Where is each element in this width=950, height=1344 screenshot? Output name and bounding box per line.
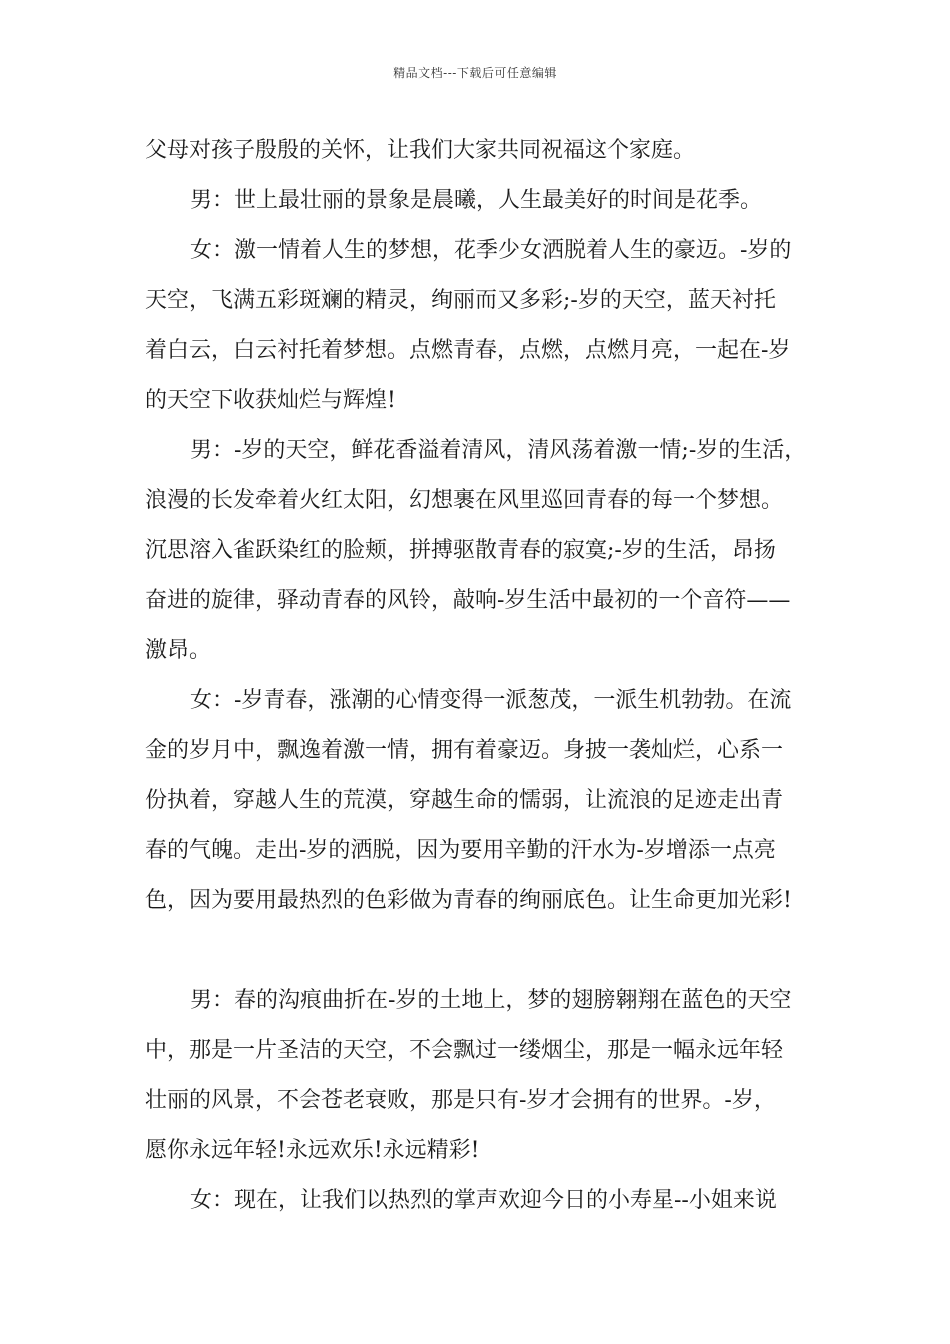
page-header: 精品文档---下载后可任意编辑	[393, 66, 557, 80]
text-line: 男：-岁的天空，鲜花香溢着清风，清风荡着激一情;-岁的生活，	[190, 438, 807, 463]
text-line: 的天空下收获灿烂与辉煌!	[145, 388, 396, 413]
text-line: 愿你永远年轻!永远欢乐!永远精彩!	[145, 1138, 480, 1163]
text-line: 天空，飞满五彩斑斓的精灵，绚丽而又多彩;-岁的天空，蓝天衬托	[145, 288, 776, 313]
text-line: 沉思溶入雀跃染红的脸颊，拼搏驱散青春的寂寞;-岁的生活，昂扬	[145, 538, 776, 563]
text-line: 女：-岁青春，涨潮的心情变得一派葱茂，一派生机勃勃。在流	[190, 688, 792, 713]
text-line: 中，那是一片圣洁的天空，不会飘过一缕烟尘，那是一幅永远年轻	[145, 1038, 784, 1063]
text-line: 份执着，穿越人生的荒漠，穿越生命的懦弱，让流浪的足迹走出青	[145, 788, 784, 813]
text-line: 色，因为要用最热烈的色彩做为青春的绚丽底色。让生命更加光彩!	[145, 888, 792, 913]
text-line: 奋进的旋律，驿动青春的风铃，敲响-岁生活中最初的一个音符——	[145, 588, 791, 613]
text-line: 男：世上最壮丽的景象是晨曦，人生最美好的时间是花季。	[190, 188, 763, 213]
text-line: 男：春的沟痕曲折在-岁的土地上，梦的翅膀翱翔在蓝色的天空	[190, 988, 792, 1013]
text-line: 壮丽的风景，不会苍老衰败，那是只有-岁才会拥有的世界。-岁，	[145, 1088, 776, 1113]
text-line: 金的岁月中，飘逸着激一情，拥有着豪迈。身披一袭灿烂，心系一	[145, 738, 784, 763]
text-line: 浪漫的长发牵着火红太阳，幻想裹在风里巡回青春的每一个梦想。	[145, 488, 784, 513]
text-line: 父母对孩子殷殷的关怀，让我们大家共同祝福这个家庭。	[145, 138, 696, 163]
text-line: 女：现在，让我们以热烈的掌声欢迎今日的小寿星--小姐来说	[190, 1188, 777, 1213]
text-line: 着白云，白云衬托着梦想。点燃青春，点燃，点燃月亮，一起在-岁	[145, 338, 791, 363]
text-line: 女：激一情着人生的梦想，花季少女洒脱着人生的豪迈。-岁的	[190, 238, 792, 263]
text-line: 激昂。	[145, 638, 212, 663]
text-line: 春的气魄。走出-岁的洒脱，因为要用辛勤的汗水为-岁增添一点亮	[145, 838, 776, 863]
